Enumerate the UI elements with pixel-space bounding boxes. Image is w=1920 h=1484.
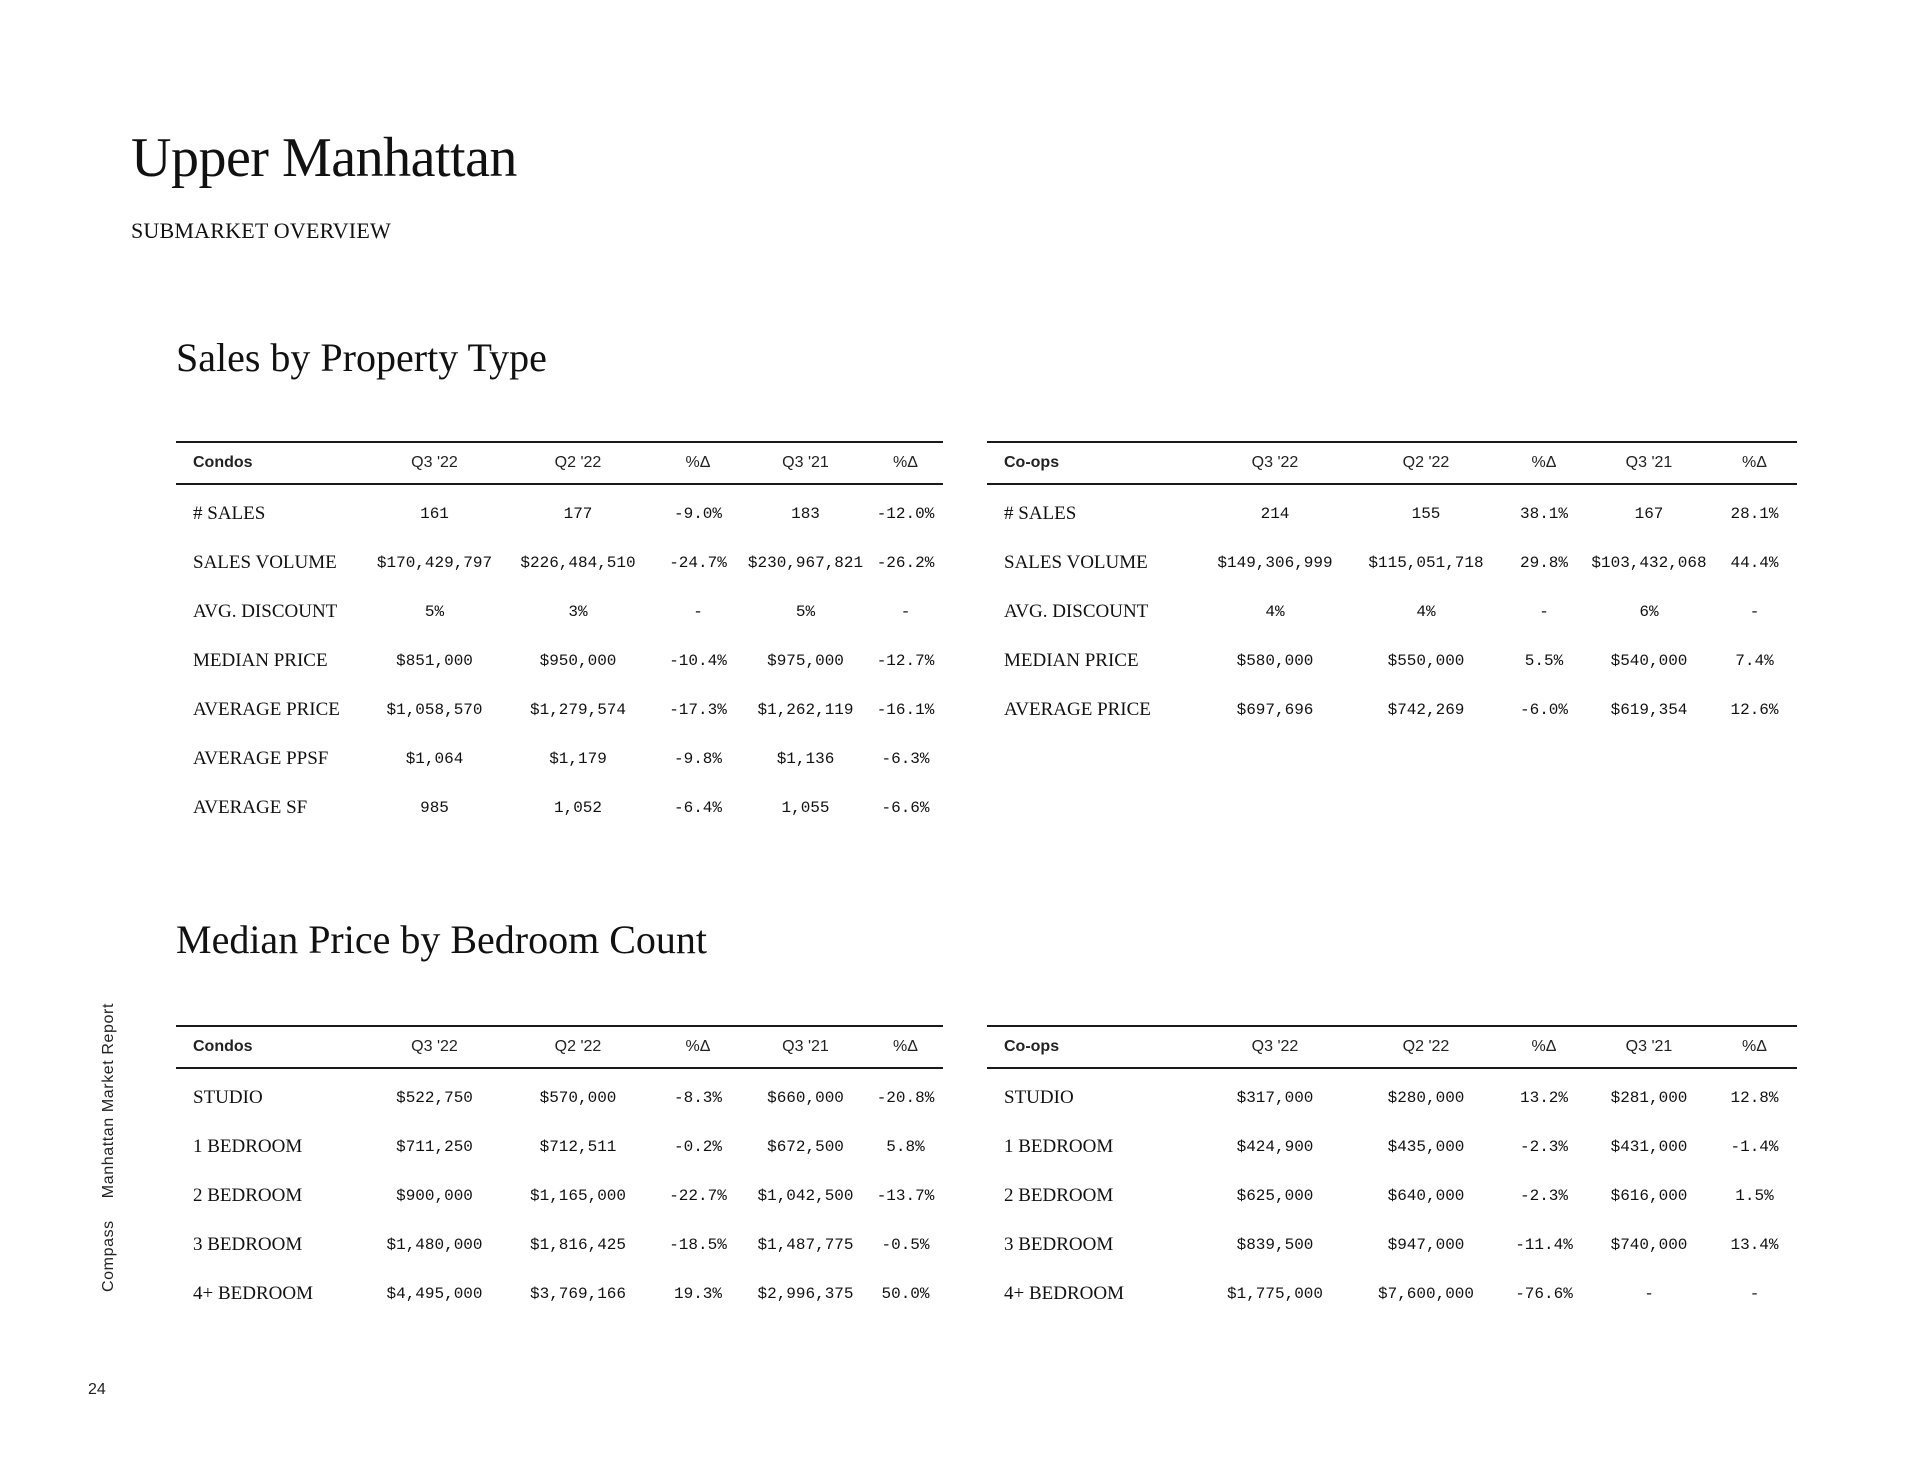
table-row	[176, 1220, 943, 1269]
row-label: STUDIO	[193, 1086, 263, 1108]
table-cell: 214	[1260, 504, 1290, 523]
sales-condos-table	[176, 441, 943, 832]
table-row	[176, 587, 943, 636]
column-header: Q2 '22	[1350, 1026, 1502, 1068]
table-cell: $712,511	[539, 1137, 617, 1156]
table-cell: $625,000	[1236, 1186, 1314, 1205]
table-cell: 19.3%	[673, 1284, 722, 1303]
table-cell: $1,262,119	[757, 700, 854, 719]
page-subtitle: SUBMARKET OVERVIEW	[131, 218, 391, 243]
table-cell: 4%	[1265, 602, 1285, 621]
table-cell: 6%	[1639, 602, 1659, 621]
table-row	[176, 636, 943, 685]
table-cell: 29.8%	[1519, 553, 1568, 572]
table-cell: 1,052	[553, 798, 602, 817]
table-cell: -20.8%	[876, 1088, 935, 1107]
table-cell: $170,429,797	[376, 553, 493, 572]
column-header: %Δ	[653, 442, 743, 484]
column-header: Q3 '22	[366, 442, 503, 484]
table-row	[987, 538, 1797, 587]
table-cell: $435,000	[1387, 1137, 1465, 1156]
column-header: Q3 '22	[366, 1026, 503, 1068]
table-row	[987, 636, 1797, 685]
table-cell: $522,750	[396, 1088, 473, 1107]
table-cell: 183	[791, 504, 820, 523]
table-cell: -2.3%	[1519, 1186, 1568, 1205]
table-cell: -	[900, 602, 911, 621]
table-cell: -	[1749, 602, 1760, 621]
table-cell: 4%	[1416, 602, 1436, 621]
table-cell: -76.6%	[1515, 1284, 1573, 1303]
column-header: Q3 '21	[743, 1026, 868, 1068]
table-cell: 12.6%	[1730, 700, 1779, 719]
table-row	[987, 1269, 1797, 1318]
table-cell: 5%	[795, 602, 816, 621]
column-header: Q2 '22	[1350, 442, 1502, 484]
bedroom-coops-table	[987, 1025, 1797, 1318]
page-title: Upper Manhattan	[131, 127, 517, 189]
table-cell: $580,000	[1236, 651, 1314, 670]
table-row	[176, 1122, 943, 1171]
table-row	[176, 1269, 943, 1318]
column-header: Q3 '21	[1586, 1026, 1712, 1068]
table-row	[987, 1220, 1797, 1269]
property-type-header: Condos	[176, 442, 366, 484]
table-cell: -6.6%	[881, 798, 930, 817]
table-cell: $1,179	[549, 749, 607, 768]
table-cell: $1,064	[405, 749, 464, 768]
row-label: AVG. DISCOUNT	[193, 600, 338, 622]
row-label: AVG. DISCOUNT	[1004, 600, 1149, 622]
column-header: %Δ	[653, 1026, 743, 1068]
property-type-header: Co-ops	[987, 442, 1200, 484]
row-label: 4+ BEDROOM	[193, 1282, 313, 1304]
row-label: # SALES	[193, 502, 266, 524]
column-header: %Δ	[1712, 442, 1797, 484]
table-cell: $149,306,999	[1217, 553, 1333, 572]
table-cell: -17.3%	[669, 700, 727, 719]
table-cell: $1,042,500	[757, 1186, 854, 1205]
table-cell: $839,500	[1236, 1235, 1314, 1254]
table-cell: 177	[563, 504, 593, 523]
row-label: AVERAGE PRICE	[1004, 698, 1151, 720]
row-label: SALES VOLUME	[1004, 551, 1148, 573]
table-cell: $1,775,000	[1226, 1284, 1323, 1303]
table-cell: 13.4%	[1730, 1235, 1779, 1254]
row-label: MEDIAN PRICE	[1004, 649, 1139, 671]
table-header-row	[987, 442, 1797, 484]
table-cell: $619,354	[1610, 700, 1688, 719]
table-cell: $947,000	[1387, 1235, 1465, 1254]
table-cell: $7,600,000	[1377, 1284, 1474, 1303]
table-cell: $1,480,000	[386, 1235, 483, 1254]
table-cell: -24.7%	[669, 553, 727, 572]
bedroom-condos-table	[176, 1025, 943, 1318]
table-row	[987, 587, 1797, 636]
column-header: Q2 '22	[503, 1026, 653, 1068]
table-cell: $740,000	[1610, 1235, 1688, 1254]
table-cell: $281,000	[1610, 1088, 1688, 1107]
column-header: %Δ	[1502, 442, 1586, 484]
column-header: Q3 '21	[1586, 442, 1712, 484]
table-cell: $616,000	[1610, 1186, 1688, 1205]
report-name: Manhattan Market Report	[100, 1002, 117, 1199]
table-cell: -22.7%	[669, 1186, 727, 1205]
table-cell: 5.5%	[1524, 651, 1564, 670]
table-cell: $672,500	[767, 1137, 844, 1156]
table-row	[176, 484, 943, 538]
table-cell: 44.4%	[1730, 553, 1779, 572]
row-label: 3 BEDROOM	[193, 1233, 303, 1255]
table-cell: $1,058,570	[386, 700, 483, 719]
table-cell: -1.4%	[1730, 1137, 1779, 1156]
table-cell: $900,000	[396, 1186, 473, 1205]
table-cell: $1,487,775	[757, 1235, 854, 1254]
table-cell: -	[1539, 602, 1549, 621]
column-header: %Δ	[1502, 1026, 1586, 1068]
table-cell: $1,165,000	[529, 1186, 626, 1205]
table-cell: -6.4%	[673, 798, 722, 817]
table-row	[176, 685, 943, 734]
table-cell: $540,000	[1610, 651, 1688, 670]
table-cell: 7.4%	[1735, 651, 1774, 670]
row-label: STUDIO	[1004, 1086, 1074, 1108]
table-cell: $115,051,718	[1368, 553, 1484, 572]
row-label: # SALES	[1004, 502, 1077, 524]
table-row	[987, 1122, 1797, 1171]
table-cell: -13.7%	[876, 1186, 935, 1205]
property-type-header: Condos	[176, 1026, 366, 1068]
table-cell: 5.8%	[886, 1137, 925, 1156]
table-cell: $1,279,574	[529, 700, 626, 719]
table-cell: $742,269	[1387, 700, 1465, 719]
sales-coops-table	[987, 441, 1797, 734]
column-header: Q3 '21	[743, 442, 868, 484]
table-cell: -6.3%	[881, 749, 930, 768]
property-type-header: Co-ops	[987, 1026, 1200, 1068]
table-cell: $226,484,510	[520, 553, 636, 572]
table-cell: $550,000	[1387, 651, 1465, 670]
column-header: Q3 '22	[1200, 1026, 1350, 1068]
row-label: AVERAGE PRICE	[193, 698, 340, 720]
table-cell: 161	[420, 504, 449, 523]
table-cell: -12.7%	[876, 651, 935, 670]
table-cell: $950,000	[539, 651, 617, 670]
table-cell: $431,000	[1610, 1137, 1688, 1156]
page-number: 24	[88, 1381, 106, 1398]
table-cell: 13.2%	[1519, 1088, 1568, 1107]
row-label: AVERAGE SF	[193, 796, 308, 818]
table-cell: -10.4%	[669, 651, 727, 670]
table-cell: 3%	[568, 602, 588, 621]
table-cell: $1,136	[776, 749, 835, 768]
table-cell: $1,816,425	[529, 1235, 626, 1254]
table-row	[176, 1171, 943, 1220]
table-cell: -0.2%	[673, 1137, 722, 1156]
row-label: 3 BEDROOM	[1004, 1233, 1114, 1255]
table-row	[176, 538, 943, 587]
table-cell: $975,000	[767, 651, 844, 670]
table-row	[987, 685, 1797, 734]
table-cell: 38.1%	[1519, 504, 1568, 523]
table-cell: 50.0%	[881, 1284, 930, 1303]
table-cell: -9.0%	[673, 504, 722, 523]
table-row	[176, 783, 943, 832]
table-cell: 12.8%	[1730, 1088, 1779, 1107]
table-cell: -	[1644, 1284, 1654, 1303]
table-cell: $697,696	[1236, 700, 1314, 719]
table-cell: $711,250	[396, 1137, 473, 1156]
table-cell: $640,000	[1387, 1186, 1465, 1205]
row-label: AVERAGE PPSF	[193, 747, 329, 769]
section-title-median-price-by-bedroom: Median Price by Bedroom Count	[176, 917, 708, 962]
table-cell: 985	[420, 798, 449, 817]
table-cell: $851,000	[396, 651, 473, 670]
table-cell: $570,000	[539, 1088, 617, 1107]
table-header-row	[176, 1026, 943, 1068]
table-cell: -9.8%	[673, 749, 722, 768]
column-header: Q2 '22	[503, 442, 653, 484]
table-cell: $424,900	[1236, 1137, 1314, 1156]
table-cell: 28.1%	[1730, 504, 1779, 523]
table-cell: -2.3%	[1519, 1137, 1568, 1156]
table-cell: 1,055	[781, 798, 830, 817]
section-title-sales-by-property-type: Sales by Property Type	[176, 335, 547, 380]
row-label: 1 BEDROOM	[193, 1135, 303, 1157]
row-label: 2 BEDROOM	[1004, 1184, 1114, 1206]
row-label: 2 BEDROOM	[193, 1184, 303, 1206]
table-cell: 5%	[424, 602, 445, 621]
table-cell: $317,000	[1236, 1088, 1314, 1107]
table-cell: $2,996,375	[757, 1284, 854, 1303]
table-row	[176, 1068, 943, 1122]
table-cell: $230,967,821	[747, 553, 864, 572]
column-header: %Δ	[1712, 1026, 1797, 1068]
row-label: SALES VOLUME	[193, 551, 337, 573]
brand-name: Compass	[100, 1220, 117, 1292]
table-cell: -	[693, 602, 703, 621]
table-row	[176, 734, 943, 783]
column-header: %Δ	[868, 442, 943, 484]
table-cell: 1.5%	[1735, 1186, 1774, 1205]
row-label: 4+ BEDROOM	[1004, 1282, 1124, 1304]
table-cell: -16.1%	[876, 700, 935, 719]
table-cell: $103,432,068	[1591, 553, 1707, 572]
table-row	[987, 1171, 1797, 1220]
table-cell: -11.4%	[1515, 1235, 1573, 1254]
table-row	[987, 484, 1797, 538]
table-cell: -26.2%	[876, 553, 935, 572]
column-header: %Δ	[868, 1026, 943, 1068]
table-cell: -8.3%	[673, 1088, 722, 1107]
table-header-row	[176, 442, 943, 484]
table-cell: -6.0%	[1519, 700, 1568, 719]
table-cell: -	[1749, 1284, 1760, 1303]
table-cell: 155	[1411, 504, 1441, 523]
table-cell: -12.0%	[876, 504, 935, 523]
column-header: Q3 '22	[1200, 442, 1350, 484]
table-row	[987, 1068, 1797, 1122]
table-cell: -18.5%	[669, 1235, 727, 1254]
table-cell: $280,000	[1387, 1088, 1465, 1107]
table-cell: $3,769,166	[529, 1284, 626, 1303]
table-cell: $4,495,000	[386, 1284, 483, 1303]
table-cell: $660,000	[767, 1088, 844, 1107]
row-label: 1 BEDROOM	[1004, 1135, 1114, 1157]
table-cell: -0.5%	[881, 1235, 930, 1254]
table-cell: 167	[1634, 504, 1664, 523]
row-label: MEDIAN PRICE	[193, 649, 328, 671]
table-header-row	[987, 1026, 1797, 1068]
